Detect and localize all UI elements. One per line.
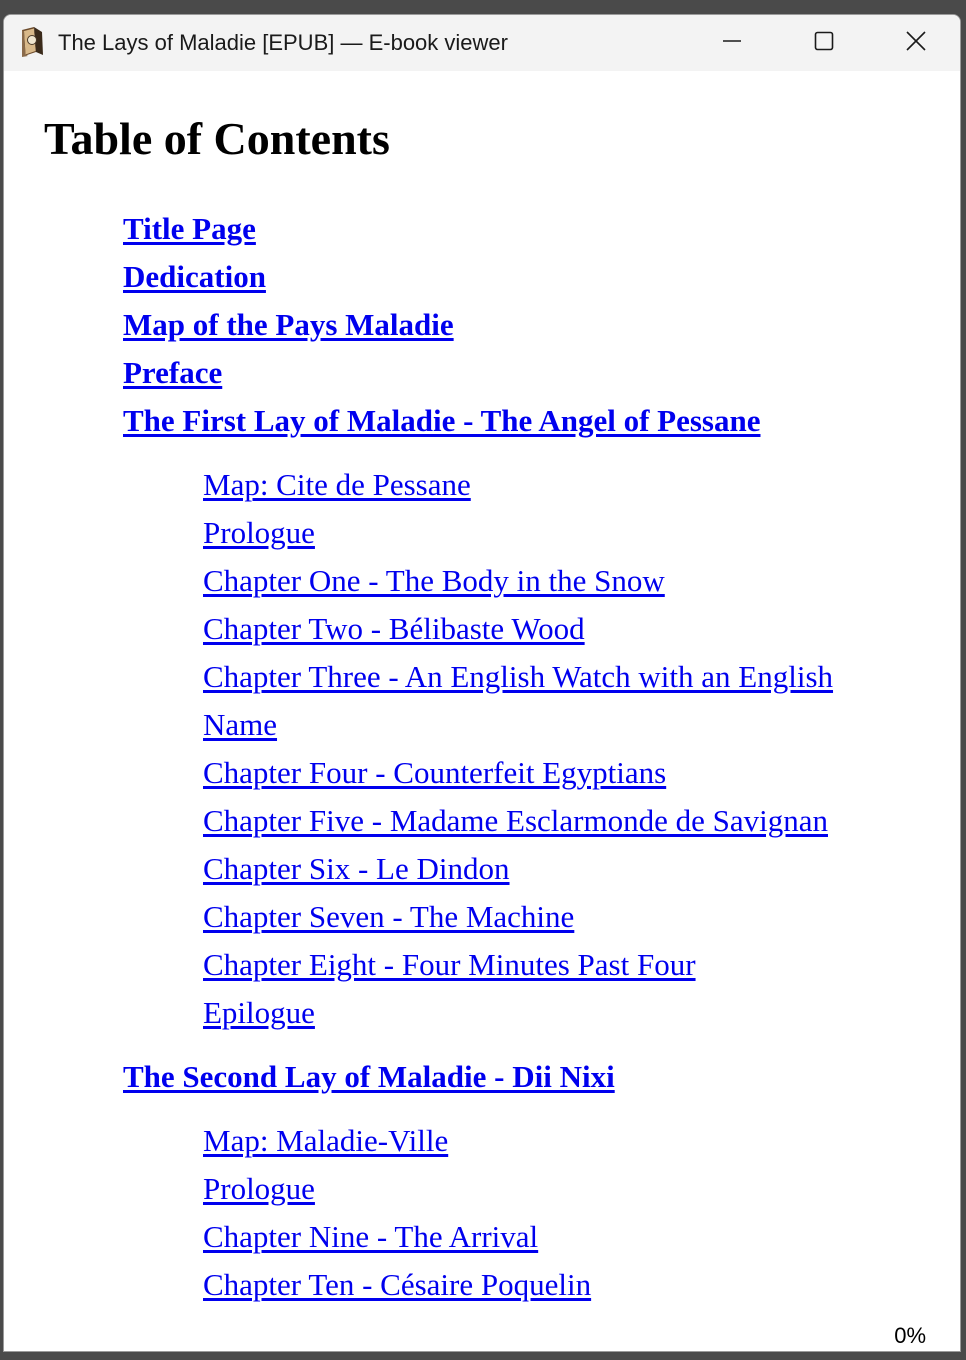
- toc-link-chapter-nine[interactable]: Chapter Nine - The Arrival: [203, 1219, 539, 1254]
- toc-link-prologue-2[interactable]: Prologue: [203, 1171, 315, 1206]
- minimize-button[interactable]: [686, 15, 778, 71]
- toc-link-chapter-four[interactable]: Chapter Four - Counterfeit Egyptians: [203, 755, 667, 790]
- toc-link-epilogue[interactable]: Epilogue: [203, 995, 315, 1030]
- title-bar[interactable]: [4, 15, 960, 71]
- maximize-button[interactable]: [778, 15, 870, 71]
- close-icon: [906, 31, 926, 56]
- ebook-viewer-window: [3, 14, 961, 1352]
- toc-link-chapter-ten[interactable]: Chapter Ten - Césaire Poquelin: [203, 1267, 592, 1302]
- toc-link-map-maladie-ville[interactable]: Map: Maladie-Ville: [203, 1123, 449, 1158]
- toc-link-chapter-eight[interactable]: Chapter Eight - Four Minutes Past Four: [203, 947, 696, 982]
- toc-link-second-lay[interactable]: The Second Lay of Maladie - Dii Nixi: [123, 1059, 615, 1094]
- toc-link-first-lay[interactable]: The First Lay of Maladie - The Angel of Pessane: [123, 403, 761, 438]
- close-button[interactable]: [870, 15, 961, 71]
- toc-link-chapter-three-continued[interactable]: Name: [203, 707, 278, 742]
- minimize-icon: [722, 31, 742, 56]
- toc-link-map-cite-de-pessane[interactable]: Map: Cite de Pessane: [203, 467, 471, 502]
- toc-link-dedication[interactable]: Dedication: [123, 259, 266, 294]
- toc-link-title-page[interactable]: Title Page: [123, 211, 256, 246]
- toc-link-chapter-six[interactable]: Chapter Six - Le Dindon: [203, 851, 510, 886]
- toc-link-chapter-two[interactable]: Chapter Two - Bélibaste Wood: [203, 611, 585, 646]
- toc-link-chapter-one[interactable]: Chapter One - The Body in the Snow: [203, 563, 665, 598]
- toc-link-prologue-1[interactable]: Prologue: [203, 515, 315, 550]
- reading-progress: 0%: [894, 1323, 926, 1348]
- toc-link-chapter-three[interactable]: Chapter Three - An English Watch with an English: [203, 659, 834, 694]
- maximize-icon: [814, 31, 834, 56]
- book-viewer-icon: [18, 26, 46, 58]
- toc-link-chapter-seven[interactable]: Chapter Seven - The Machine: [203, 899, 575, 934]
- book-content[interactable]: [4, 71, 960, 1352]
- window-title: The Lays of Maladie [EPUB] — E-book viewer: [58, 30, 508, 55]
- toc-heading: Table of Contents: [44, 113, 390, 164]
- toc-link-preface[interactable]: Preface: [123, 355, 223, 390]
- toc-link-map-pays-maladie[interactable]: Map of the Pays Maladie: [123, 307, 454, 342]
- toc-link-chapter-five[interactable]: Chapter Five - Madame Esclarmonde de Savignan: [203, 803, 828, 838]
